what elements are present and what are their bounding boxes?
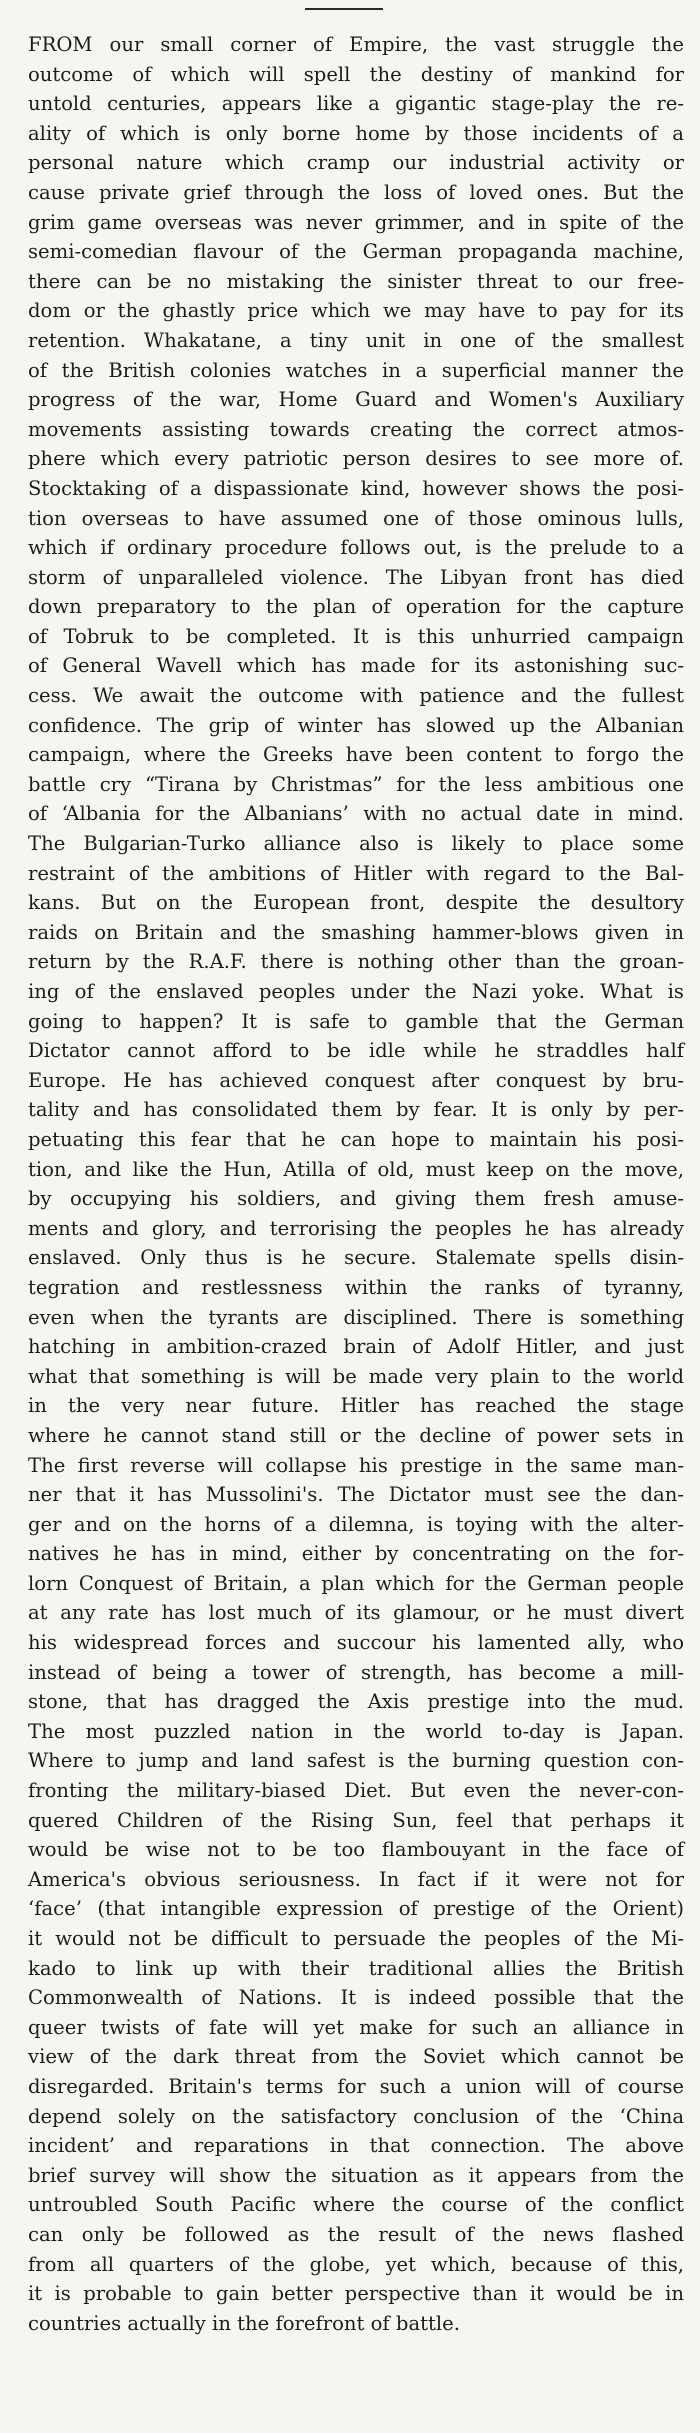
article-line: his widespread forces and succour his lamented ally, who	[28, 1631, 684, 1655]
article-line: down preparatory to the plan of operation for the capture	[28, 595, 684, 619]
article-line: tion overseas to have assumed one of those ominous lulls,	[28, 506, 684, 530]
article-line: countries actually in the forefront of battle.	[28, 2311, 460, 2335]
article-line: of the British colonies watches in a superficial manner the	[28, 358, 684, 382]
article-line: ality of which is only borne home by those incidents of a	[28, 121, 684, 145]
article-line: ments and glory, and terrorising the peoples he has already	[28, 1216, 684, 1240]
article-line: personal nature which cramp our industrial activity or	[28, 151, 684, 175]
article-line: ing of the enslaved peoples under the Nazi yoke. What is	[28, 980, 684, 1003]
article-line: at any rate has lost much of its glamour, or he must divert	[28, 1601, 684, 1625]
article-line: can only be followed as the result of the news flashed	[28, 2222, 684, 2246]
article-line: Where to jump and land safest is the burning question con-	[28, 1749, 684, 1773]
header-rule	[305, 8, 383, 10]
article-line: The Bulgarian-Turko alliance also is likely to place some	[28, 832, 684, 856]
article-line: disregarded. Britain's terms for such a union will of course	[28, 2074, 684, 2098]
article-line: by occupying his soldiers, and giving them fresh amuse-	[28, 1187, 684, 1211]
article-line: campaign, where the Greeks have been content to forgo the	[28, 743, 684, 767]
article-line: The first reverse will collapse his prestige in the same man-	[28, 1453, 684, 1477]
article-line: FROM our small corner of Empire, the vast struggle the	[28, 33, 684, 56]
article-line: Commonwealth of Nations. It is indeed possible that the	[28, 1986, 684, 2010]
article-line: lorn Conquest of Britain, a plan which for the German people	[28, 1571, 684, 1595]
article-line: going to happen? It is safe to gamble that the German	[28, 1009, 684, 1033]
article-line: where he cannot stand still or the decline of power sets in	[28, 1423, 684, 1447]
article-line: untroubled South Pacific where the course of the conflict	[28, 2193, 684, 2217]
article-line: which if ordinary procedure follows out, is the prelude to a	[28, 536, 684, 560]
article-line: storm of unparalleled violence. The Libyan front has died	[28, 565, 684, 589]
article-line: of Tobruk to be completed. It is this unhurried campaign	[28, 624, 684, 648]
article-line: it is probable to gain better perspective than it would be in	[28, 2282, 684, 2306]
article-line: tality and has consolidated them by fear. It is only by per-	[28, 1098, 684, 1122]
article-line: depend solely on the satisfactory conclusion of the ‘China	[28, 2104, 684, 2128]
article-line: dom or the ghastly price which we may have to pay for its	[28, 299, 684, 323]
article-line: The most puzzled nation in the world to-day is Japan.	[28, 1719, 684, 1743]
article-line: raids on Britain and the smashing hammer-blows given in	[28, 920, 684, 944]
article-line: ner that it has Mussolini's. The Dictator must see the dan-	[28, 1483, 684, 1507]
article-line: return by the R.A.F. there is nothing other than the groan-	[28, 950, 684, 974]
article-line: quered Children of the Rising Sun, feel that perhaps it	[28, 1808, 684, 1832]
article-line: outcome of which will spell the destiny of mankind for	[28, 62, 684, 86]
article-line: untold centuries, appears like a gigantic stage-play the re-	[28, 92, 684, 116]
article-line: cess. We await the outcome with patience and the fullest	[28, 684, 684, 708]
article-line: Dictator cannot afford to be idle while he straddles half	[28, 1039, 684, 1063]
article-line: instead of being a tower of strength, has become a mill-	[28, 1660, 684, 1684]
article-line: ‘face’ (that intangible expression of prestige of the Orient)	[28, 1897, 684, 1921]
article-line: kans. But on the European front, despite the desultory	[28, 891, 684, 915]
article-line: semi-comedian flavour of the German propaganda machine,	[28, 240, 684, 264]
article-line: from all quarters of the globe, yet which, because of this,	[28, 2252, 684, 2276]
article-line: tegration and restlessness within the ranks of tyranny,	[28, 1275, 684, 1299]
article-line: brief survey will show the situation as it appears from the	[28, 2163, 684, 2187]
article-line: confidence. The grip of winter has slowed up the Albanian	[28, 713, 684, 737]
article-line: phere which every patriotic person desires to see more of.	[28, 447, 684, 471]
article-line: kado to link up with their traditional allies the British	[28, 1956, 684, 1980]
article-line: Stocktaking of a dispassionate kind, however shows the posi-	[28, 476, 684, 500]
article-line: fronting the military-biased Diet. But even the never-con-	[28, 1779, 684, 1803]
article-line: America's obvious seriousness. In fact if it were not for	[28, 1867, 684, 1891]
article-line: in the very near future. Hitler has reached the stage	[28, 1394, 684, 1418]
article-line: what that something is will be made very plain to the world	[28, 1364, 684, 1388]
article-line: it would not be difficult to persuade the peoples of the Mi-	[28, 1927, 684, 1950]
article-line: even when the tyrants are disciplined. There is something	[28, 1305, 684, 1329]
article-line: grim game overseas was never grimmer, and in spite of the	[28, 210, 684, 234]
article-line: petuating this fear that he can hope to maintain his posi-	[28, 1127, 684, 1151]
article-line: progress of the war, Home Guard and Women's Auxiliary	[28, 388, 684, 412]
article-line: ger and on the horns of a dilemna, is toying with the alter-	[28, 1512, 684, 1536]
article-line: retention. Whakatane, a tiny unit in one of the smallest	[28, 328, 684, 352]
article-line: there can be no mistaking the sinister threat to our free-	[28, 269, 684, 293]
article-line: cause private grief through the loss of loved ones. But the	[28, 180, 684, 204]
article-line: incident’ and reparations in that connection. The above	[28, 2134, 684, 2158]
article-line: queer twists of fate will yet make for such an alliance in	[28, 2015, 684, 2039]
article-line: of General Wavell which has made for its astonishing suc-	[28, 654, 684, 678]
article-line: would be wise not to be too flambouyant in the face of	[28, 1838, 684, 1862]
article-line: tion, and like the Hun, Atilla of old, must keep on the move,	[28, 1157, 684, 1181]
article-line: enslaved. Only thus is he secure. Stalemate spells disin-	[28, 1246, 684, 1270]
article-line: of ‘Albania for the Albanians’ with no actual date in mind.	[28, 802, 684, 826]
article-line: battle cry “Tirana by Christmas” for the less ambitious one	[28, 772, 684, 796]
article-line: restraint of the ambitions of Hitler with regard to the Bal-	[28, 861, 684, 885]
article-line: Europe. He has achieved conquest after conquest by bru-	[28, 1068, 684, 1092]
article-line: natives he has in mind, either by concentrating on the for-	[28, 1542, 684, 1566]
article-line: stone, that has dragged the Axis prestige into the mud.	[28, 1690, 684, 1714]
article-body	[28, 30, 684, 2338]
article-line: hatching in ambition-crazed brain of Adolf Hitler, and just	[28, 1335, 684, 1359]
article-line: movements assisting towards creating the correct atmos-	[28, 417, 684, 441]
article-line: view of the dark threat from the Soviet which cannot be	[28, 2045, 684, 2069]
